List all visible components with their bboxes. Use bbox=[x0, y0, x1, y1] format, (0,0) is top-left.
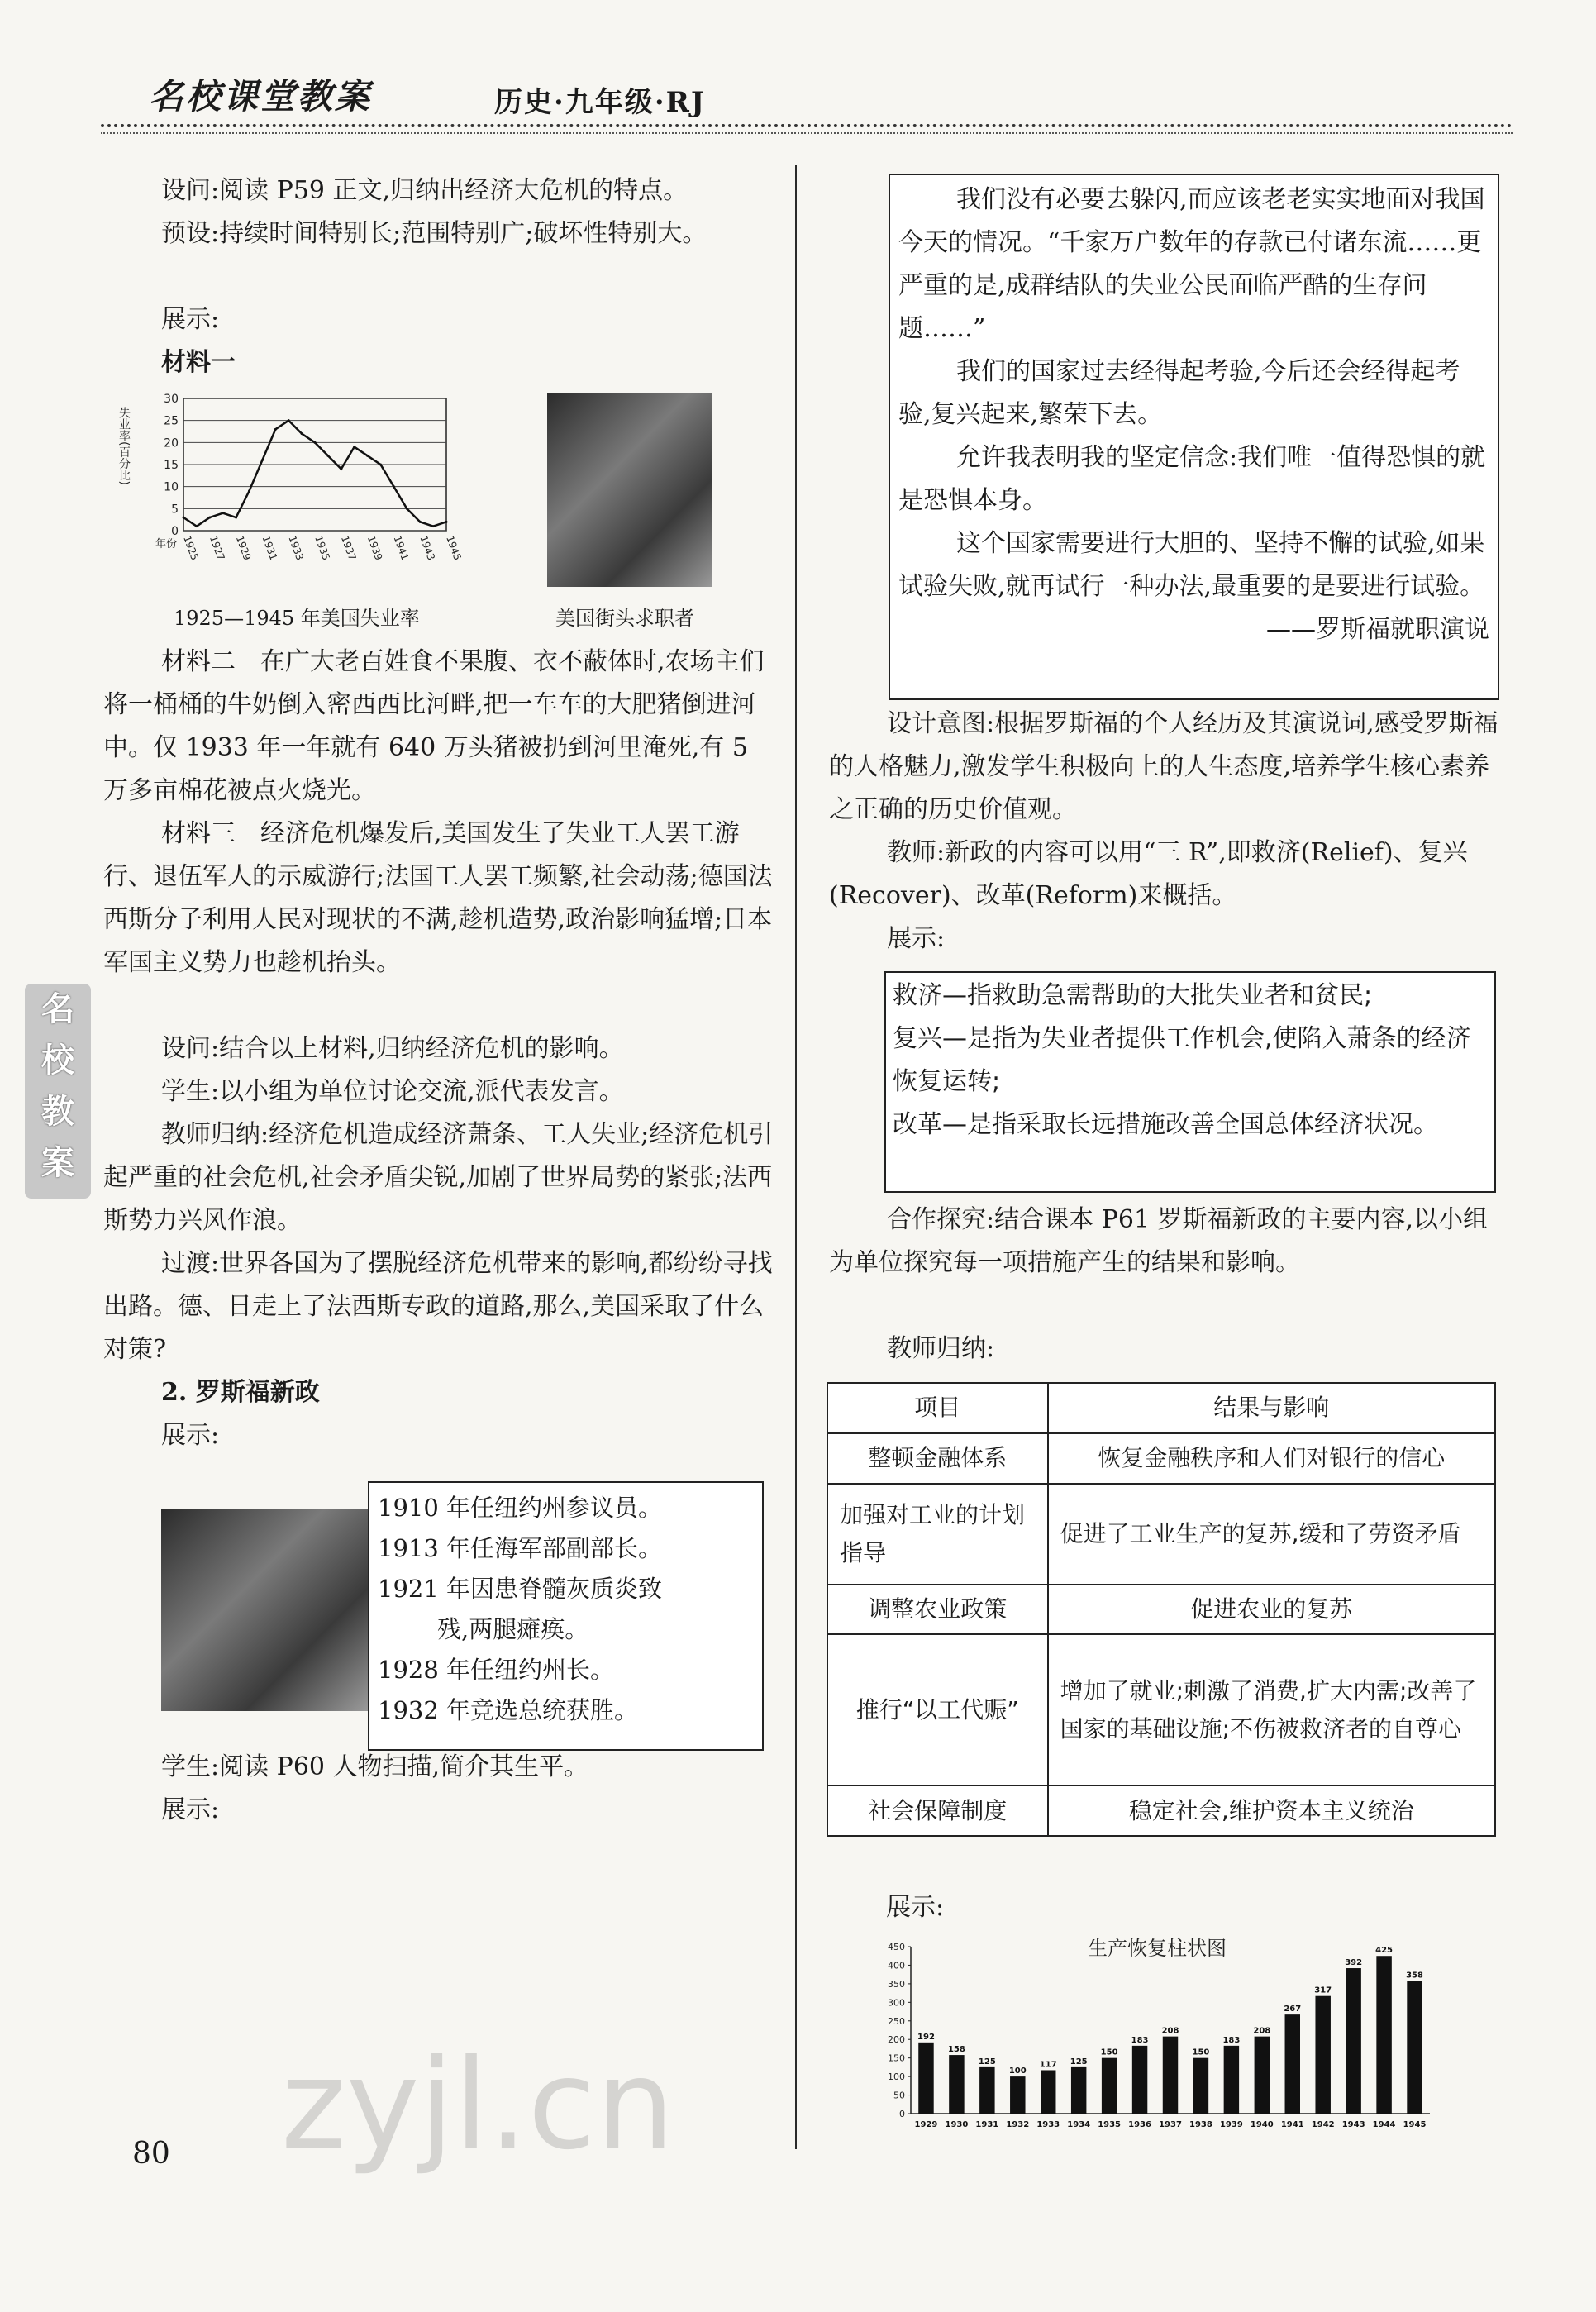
show-label-2: 展示: bbox=[161, 1421, 220, 1450]
data-point bbox=[353, 446, 355, 448]
bar-value-label: 183 bbox=[1222, 2035, 1241, 2045]
y-tick-label: 150 bbox=[888, 2052, 905, 2064]
x-tick-label: 1925 bbox=[181, 534, 201, 562]
data-point bbox=[301, 432, 303, 435]
x-tick-label: 1927 bbox=[207, 534, 227, 562]
x-tick-label: 1931 bbox=[260, 534, 280, 562]
teacher-three-r: 教师:新政的内容可以用“三 R”,即救济(Relief)、复兴(Recover)、改革(Reform)来概括。 bbox=[829, 838, 1468, 910]
bar-value-label: 125 bbox=[1070, 2057, 1088, 2066]
data-point bbox=[195, 525, 198, 527]
y-tick-label: 15 bbox=[164, 459, 179, 472]
cooperative-inquiry: 合作探究:结合课本 P61 罗斯福新政的主要内容,以小组为单位探究每一项措施产生的结果和影响。 bbox=[829, 1205, 1489, 1277]
y-tick-label: 300 bbox=[888, 1997, 905, 2009]
speech-paragraph: 允许我表明我的坚定信念:我们唯一值得恐惧的就是恐惧本身。 bbox=[898, 443, 1486, 515]
bar-value-label: 392 bbox=[1345, 1958, 1363, 1968]
data-point bbox=[340, 468, 342, 470]
x-tick-label: 1945 bbox=[444, 534, 464, 562]
data-point bbox=[445, 521, 448, 523]
x-tick-label: 1935 bbox=[1098, 2120, 1122, 2129]
data-point bbox=[288, 419, 290, 422]
unemployment-line-chart bbox=[117, 389, 464, 591]
brand-title: 名校课堂教案 bbox=[149, 76, 373, 117]
data-point bbox=[432, 525, 435, 527]
data-point bbox=[419, 521, 422, 523]
data-point bbox=[366, 455, 369, 457]
x-tick-label: 1935 bbox=[312, 534, 332, 562]
show-label-3: 展示: bbox=[161, 1795, 220, 1824]
bar-value-label: 192 bbox=[917, 2032, 935, 2042]
x-axis-label: 年份 bbox=[155, 538, 178, 551]
show-label-1: 展示: bbox=[161, 305, 220, 334]
table-cell: 推行“以工代赈” bbox=[827, 1634, 1048, 1785]
table-cell: 社会保障制度 bbox=[827, 1785, 1048, 1836]
job-seeker-caption: 美国街头求职者 bbox=[555, 607, 694, 630]
production-bar bbox=[979, 2067, 994, 2114]
speech-paragraph: 我们的国家过去经得起考验,今后还会经得起考验,复兴起来,繁荣下去。 bbox=[898, 357, 1460, 429]
table-cell: 增加了就业;刺激了消费,扩大内需;改善了国家的基础设施;不伤被救济者的自尊心 bbox=[1048, 1634, 1495, 1785]
x-tick-label: 1945 bbox=[1403, 2120, 1427, 2129]
data-point bbox=[208, 517, 211, 519]
bio-line: 1921 年因患脊髓灰质炎致 bbox=[378, 1575, 663, 1603]
bar-value-label: 125 bbox=[978, 2057, 996, 2066]
y-tick-label: 250 bbox=[888, 2015, 905, 2027]
table-row bbox=[827, 1433, 1495, 1484]
material-2: 材料二 在广大老百姓食不果腹、衣不蔽体时,农场主们将一桶桶的牛奶倒入密西西比河畔,把一车车的大肥猪倒进河中。仅 1933 年一年就有 640 万头猪被扔到河里淹死,有 5 万多亩棉花被点火烧光。 bbox=[103, 647, 765, 805]
bio-line: 1910 年任纽约州参议员。 bbox=[378, 1494, 663, 1522]
unemployment-series-line bbox=[183, 421, 446, 527]
x-tick-label: 1944 bbox=[1372, 2120, 1396, 2129]
watermark: zyjl.cn bbox=[281, 2033, 675, 2177]
y-tick-label: 400 bbox=[888, 1960, 905, 1971]
bar-value-label: 117 bbox=[1039, 2060, 1057, 2070]
production-bar bbox=[1315, 1996, 1330, 2114]
new-deal-table bbox=[827, 1382, 1496, 1837]
show-label-5: 展示: bbox=[886, 1893, 945, 1922]
production-bar bbox=[1285, 2014, 1300, 2114]
teacher-summary-1: 教师归纳:经济危机造成经济萧条、工人失业;经济危机引起严重的社会危机,社会矛盾尖锐,加剧了世界局势的紧张;法西斯势力兴风作浪。 bbox=[103, 1120, 774, 1235]
student-2: 学生:阅读 P60 人物扫描,简介其生平。 bbox=[161, 1752, 589, 1781]
y-tick-label: 200 bbox=[888, 2034, 905, 2046]
speech-paragraph: 我们没有必要去躲闪,而应该老老实实地面对我国今天的情况。“千家万户数年的存款已付诸东流……更严重的是,成群结队的失业公民面临严酷的生存问题……” bbox=[898, 185, 1485, 343]
table-cell: 稳定社会,维护资本主义统治 bbox=[1048, 1785, 1495, 1836]
material-3: 材料三 经济危机爆发后,美国发生了失业工人罢工游行、退伍军人的示威游行;法国工人罢工频繁,社会动荡;德国法西斯分子利用人民对现状的不满,趁机造势,政治影响猛增;日本军国主义势力也趁机抬头。 bbox=[103, 819, 773, 977]
x-tick-label: 1937 bbox=[1159, 2120, 1182, 2129]
transition: 过渡:世界各国为了摆脱经济危机带来的影响,都纷纷寻找出路。德、日走上了法西斯专政的道路,那么,美国采取了什么对策? bbox=[103, 1249, 773, 1364]
y-tick-label: 25 bbox=[164, 414, 179, 428]
x-tick-label: 1934 bbox=[1067, 2120, 1091, 2129]
y-tick-label: 30 bbox=[164, 393, 179, 406]
production-bar-chart bbox=[876, 1930, 1438, 2137]
data-point bbox=[379, 464, 382, 466]
production-bar bbox=[1407, 1981, 1422, 2114]
bar-value-label: 150 bbox=[1100, 2047, 1118, 2057]
bar-value-label: 358 bbox=[1406, 1971, 1423, 1981]
data-point bbox=[222, 512, 224, 514]
data-point bbox=[274, 428, 277, 431]
x-tick-label: 1937 bbox=[338, 534, 359, 562]
production-bar bbox=[918, 2043, 933, 2114]
bar-value-label: 317 bbox=[1314, 1985, 1332, 1995]
x-tick-label: 1936 bbox=[1128, 2120, 1151, 2129]
column-divider bbox=[795, 165, 797, 2149]
x-tick-label: 1943 bbox=[417, 534, 437, 562]
unemployment-caption: 1925—1945 年美国失业率 bbox=[174, 607, 420, 630]
data-point bbox=[183, 517, 185, 519]
three-r-box bbox=[884, 971, 1496, 1193]
x-tick-label: 1941 bbox=[1280, 2120, 1304, 2129]
design-intent: 设计意图:根据罗斯福的个人经历及其演说词,感受罗斯福的人格魅力,激发学生积极向上的人生态度,培养学生核心素养之正确的历史价值观。 bbox=[829, 709, 1498, 824]
three-r-reform: 改革—是指采取长远措施改善全国总体经济状况。 bbox=[893, 1110, 1438, 1139]
production-bar bbox=[1071, 2067, 1086, 2114]
side-tab-char: 校 bbox=[41, 1041, 74, 1080]
show-label-4: 展示: bbox=[887, 924, 946, 953]
x-tick-label: 1939 bbox=[1219, 2120, 1243, 2129]
question-1: 设问:阅读 P59 正文,归纳出经济大危机的特点。 bbox=[161, 176, 688, 205]
table-row bbox=[827, 1634, 1495, 1785]
bar-value-label: 208 bbox=[1161, 2026, 1179, 2036]
x-tick-label: 1938 bbox=[1189, 2120, 1212, 2129]
table-cell: 促进了工业生产的复苏,缓和了劳资矛盾 bbox=[1048, 1484, 1495, 1585]
x-tick-label: 1940 bbox=[1250, 2120, 1274, 2129]
bio-line: 1928 年任纽约州长。 bbox=[378, 1656, 615, 1684]
side-tab-char: 教 bbox=[41, 1092, 74, 1131]
x-tick-label: 1932 bbox=[1006, 2120, 1030, 2129]
table-header: 项目 bbox=[827, 1383, 1048, 1433]
production-bar bbox=[1376, 1956, 1391, 2114]
y-tick-label: 10 bbox=[164, 480, 179, 494]
bar-value-label: 100 bbox=[1008, 2066, 1027, 2076]
x-tick-label: 1942 bbox=[1311, 2120, 1335, 2129]
x-tick-label: 1933 bbox=[1036, 2120, 1060, 2129]
bio-line: 残,两腿瘫痪。 bbox=[437, 1615, 589, 1643]
data-point bbox=[326, 455, 329, 457]
x-tick-label: 1929 bbox=[914, 2120, 938, 2129]
header-divider bbox=[101, 124, 1513, 127]
bar-value-label: 267 bbox=[1284, 2005, 1302, 2014]
bar-value-label: 150 bbox=[1192, 2047, 1210, 2057]
x-tick-label: 1930 bbox=[945, 2120, 969, 2129]
subject-label: 历史·九年级·RJ bbox=[494, 86, 707, 119]
table-cell: 整顿金融体系 bbox=[827, 1433, 1048, 1484]
table-cell: 调整农业政策 bbox=[827, 1585, 1048, 1635]
data-point bbox=[314, 441, 317, 444]
data-point bbox=[393, 485, 395, 488]
y-tick-label: 350 bbox=[888, 1978, 905, 1990]
x-tick-label: 1943 bbox=[1341, 2120, 1365, 2129]
inaugural-speech-box bbox=[889, 174, 1499, 700]
y-tick-label: 5 bbox=[171, 503, 179, 517]
student-1: 学生:以小组为单位讨论交流,派代表发言。 bbox=[161, 1077, 624, 1106]
unemp-ylabel: 失业率(百分比) bbox=[117, 407, 131, 485]
roosevelt-photo bbox=[161, 1509, 368, 1711]
job-seeker-photo bbox=[547, 393, 712, 587]
bar-value-label: 208 bbox=[1253, 2026, 1271, 2036]
production-bar bbox=[1041, 2070, 1055, 2114]
speech-paragraph: 这个国家需要进行大胆的、坚持不懈的试验,如果试验失败,就再试行一种办法,最重要的是要进行试验。 bbox=[898, 529, 1485, 601]
roosevelt-bio-box bbox=[368, 1481, 764, 1751]
table-cell: 恢复金融秩序和人们对银行的信心 bbox=[1048, 1433, 1495, 1484]
side-tab-char: 名 bbox=[41, 989, 74, 1028]
section-roosevelt: 2. 罗斯福新政 bbox=[161, 1378, 320, 1407]
production-bar bbox=[1346, 1968, 1360, 2114]
table-row bbox=[827, 1785, 1495, 1836]
production-bar bbox=[949, 2055, 964, 2114]
y-tick-label: 0 bbox=[899, 2109, 905, 2119]
production-bar bbox=[1132, 2046, 1147, 2114]
production-bar bbox=[1010, 2076, 1025, 2114]
side-tab bbox=[25, 984, 91, 1199]
side-tab-char: 案 bbox=[41, 1143, 74, 1182]
question-2: 设问:结合以上材料,归纳经济危机的影响。 bbox=[161, 1034, 624, 1063]
table-row bbox=[827, 1484, 1495, 1585]
bio-line: 1913 年任海军部副部长。 bbox=[378, 1534, 663, 1562]
production-bar bbox=[1255, 2037, 1270, 2114]
bar-value-label: 183 bbox=[1131, 2035, 1149, 2045]
production-bar bbox=[1193, 2058, 1208, 2114]
y-tick-label: 20 bbox=[164, 436, 179, 450]
data-point bbox=[235, 517, 237, 519]
table-cell: 加强对工业的计划指导 bbox=[827, 1484, 1048, 1585]
bio-line: 1932 年竞选总统获胜。 bbox=[378, 1696, 639, 1724]
three-r-relief: 救济—指救助急需帮助的大批失业者和贫民; bbox=[893, 981, 1373, 1010]
table-row bbox=[827, 1585, 1495, 1635]
three-r-recover: 复兴—是指为失业者提供工作机会,使陷入萧条的经济恢复运转; bbox=[893, 1024, 1471, 1096]
teacher-summary-2: 教师归纳: bbox=[887, 1334, 995, 1363]
y-tick-label: 50 bbox=[893, 2090, 905, 2101]
x-tick-label: 1931 bbox=[975, 2120, 999, 2129]
header-divider-thin bbox=[101, 132, 1513, 134]
material-1-title: 材料一 bbox=[161, 348, 236, 377]
y-tick-label: 100 bbox=[888, 2071, 905, 2083]
page-number: 80 bbox=[132, 2137, 170, 2171]
data-point bbox=[248, 490, 250, 493]
x-tick-label: 1933 bbox=[286, 534, 306, 562]
production-bar bbox=[1224, 2046, 1239, 2114]
bar-value-label: 158 bbox=[947, 2045, 965, 2055]
x-tick-label: 1939 bbox=[364, 534, 385, 562]
answer-1: 预设:持续时间特别长;范围特别广;破坏性特别大。 bbox=[161, 219, 707, 248]
data-point bbox=[261, 459, 264, 461]
production-bar bbox=[1163, 2037, 1178, 2114]
table-header: 结果与影响 bbox=[1048, 1383, 1495, 1433]
data-point bbox=[406, 508, 408, 510]
x-tick-label: 1929 bbox=[233, 534, 254, 562]
y-tick-label: 450 bbox=[888, 1942, 905, 1952]
x-tick-label: 1941 bbox=[391, 534, 412, 562]
speech-source: ——罗斯福就职演说 bbox=[1266, 615, 1489, 644]
production-bar bbox=[1102, 2058, 1117, 2114]
bar-chart-title: 生产恢复柱状图 bbox=[1088, 1937, 1227, 1960]
bar-value-label: 425 bbox=[1375, 1946, 1394, 1956]
table-cell: 促进农业的复苏 bbox=[1048, 1585, 1495, 1635]
y-tick-label: 0 bbox=[171, 525, 179, 538]
